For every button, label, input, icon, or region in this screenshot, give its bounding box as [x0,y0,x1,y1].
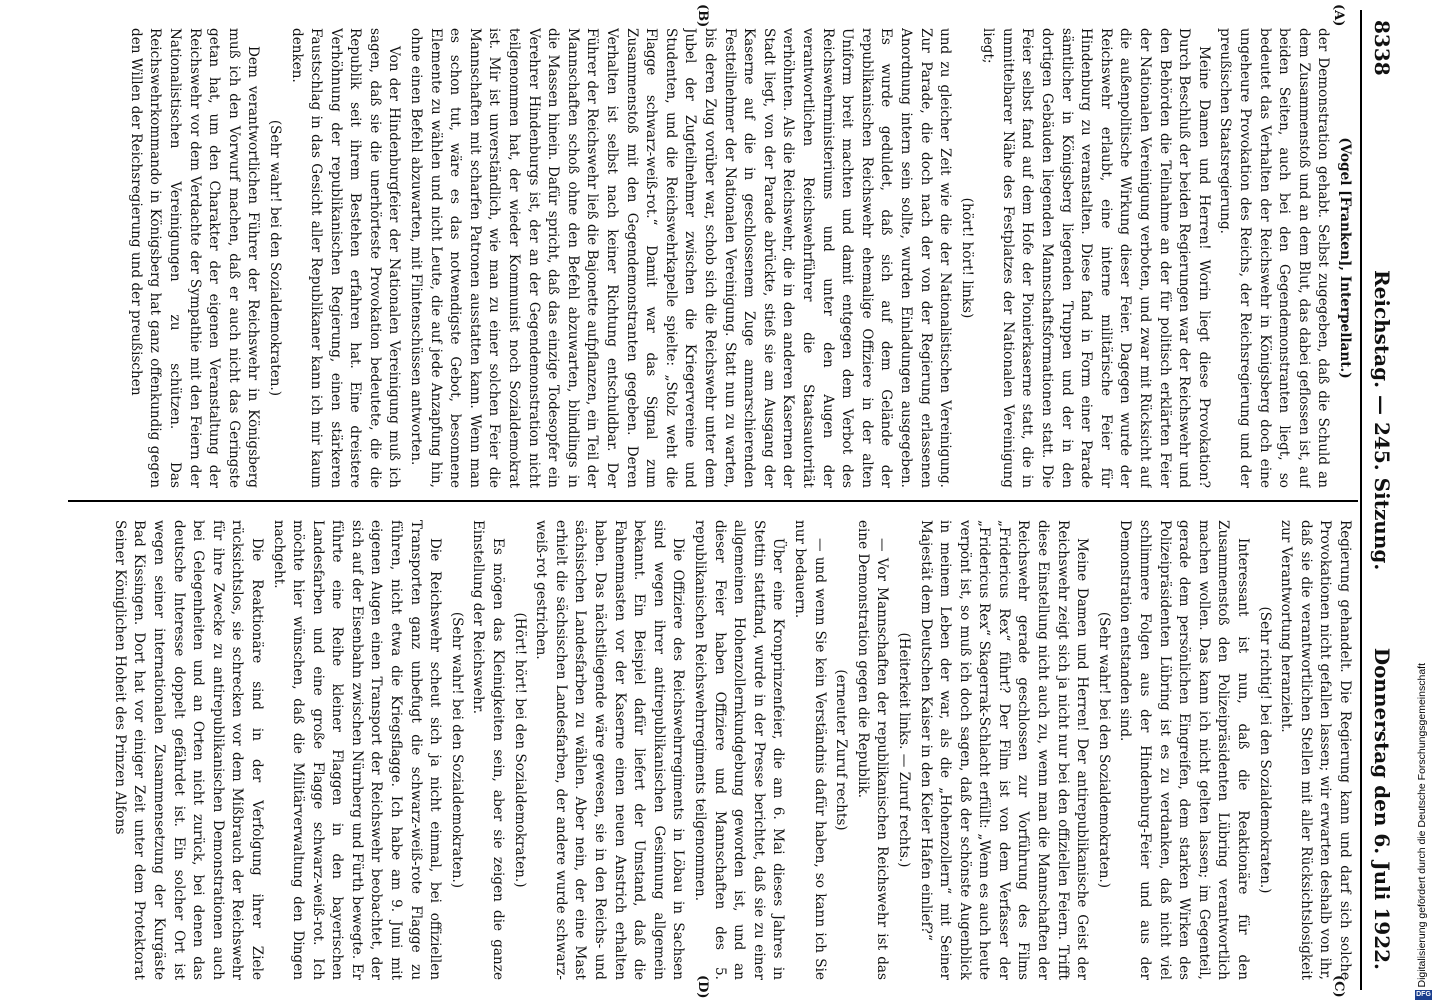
left-column [64,28,1354,488]
interjection: (Sehr richtig! bei den Sozialdemokraten.) [1256,606,1273,894]
interjection: (Hört! hört! bei den Sozialdemokraten.) [511,612,528,888]
paragraph: Regierung gehandelt. Die Regierung kann und darf sich solche Provokationen nicht gefallen lassen; wir erwarten deshalb von ihr, daß sie die verantwortlichen Stellen mit aller Rücksichtslosigkeit zur Verantwortung heranzieht. [1278,520,1353,980]
paragraph: — Vor Mannschaften der republikanischen Reichswehr ist das eine Demonstration gegen die Republik. [854,520,891,980]
paragraph: Dem verantwortlichen Führer der Reichswehr in Königsberg muß ich den Vorwurf machen, daß er auch nicht das Geringste getan hat, um den Charakter der eigenen Veranstaltung der Reichswehr vor dem Verdachte der Sympathie mit den Feiern der Nationalistischen Vereinigungen zu schützen. Das Reichswehrkommando in Königsberg hat ganz offenkundig gegen den Willen der Reichsregierung und der preußischen [127,28,262,488]
interjection: (Sehr wahr! bei den Sozialdemokraten.) [266,119,283,397]
paragraph: und zu gleicher Zeit wie die der Nationalistischen Vereinigung. Zur Parade, die doch nach der von der Regierung erlassenen Anordnung intern sein sollte, wurden Einladungen ausgegeben. Es wurde geduldet, daß sich auf dem Gelände der republikanischen Reichswehr ehemalige Offiziere in der alten Uniform breit machten und damit entgegen dem Verbot des Reichswehrministeriums und unter den Augen der verantwortlichen Reichswehrführer die Staatsautorität verhöhnten. Als die Reichswehr, die in den anderen Kasernen der Stadt liegt, von der Parade abrückte, stieß sie am Ausgang der Kaserne auf die in geschlossenem Zuge anmarschierenden Festteilnehmer der Nationalen Vereinigung. Statt nun zu warten, bis deren Zug vorüber war, schob sich die Reichswehr unter dem Jubel der Zugteilnehmer zwischen die Kriegervereine und Studenten, und die Reichswehrkapelle spielte: „Stolz weht die Flagge schwarz-weiß-rot.“ Damit war das Signal zum Zusammenstoß mit den Gegendemonstranten gegeben. Deren Verhalten ist selbst nach keiner Richtung entschuldbar. Der Führer der Reichswehr ließ die Bajonette aufpflanzen, ein Teil der Mannschaften schoß ohne den Befehl abzuwarten, blindlings in die Massen hinein. Dafür spricht, daß das einzige Todesopfer ein Verehrer Hindenburgs ist, der an der Gegendemonstration nicht teilgenommen hat, der wieder Kommunist noch Sozialdemokrat ist. Mir ist unverständlich, wie man zu einer solchen Feier die Mannschaften mit scharfen Patronen ausstatten kann. Wenn man es schon tut, wäre es das notwendigste Gebot, besonnene Elemente zu wählen und nicht Leute, die auf jede Anzapfung hin, ohne einen Befehl abzuwarten, mit Flintenschüssen antworten. [408,28,954,488]
right-column [64,520,1354,980]
paragraph: Die Reaktionäre sind in der Verfolgung ihrer Ziele rücksichtslos, sie schrecken vor dem Mißbrauch der Reichswehr für ihre Zwecke zu antirepublikanischen Demonstrationen auch bei Gelegenheiten und an Orten nicht zurück, bei denen das deutsche Interesse doppelt gefährdet ist. Ein solcher Ort ist wegen seiner internationalen Zusammensetzung der Kurgäste Bad Kissingen. Dort hat vor einiger Zeit unter dem Protektorat Seiner Königlichen Hoheit des Prinzen Alfons [111,520,265,980]
margin-marker-c: (C) [1331,975,1346,998]
interjection: (erneuter Zuruf rechts) [833,669,850,831]
running-header [1362,20,1402,970]
paragraph: Meine Damen und Herren! Worin liegt diese Provokation? Durch Beschluß der beiden Regierungen war der Reichswehr und den Behörden die Teilnahme an der für politisch erklärten Feier der Nationalen Vereinigung verboten, und zwar mit Rücksicht auf die außenpolitische Wirkung dieser Feier. Dagegen wurde der Reichswehr erlaubt, eine interne militärische Feier für Hindenburg zu veranstalten. Diese fand in Form einer Parade sämtlicher in Königsberg liegenden Truppen und der in den dortigen Gebäuden liegenden Mannschaftsformationen statt. Die Feier selbst fand auf dem Hofe der Pionierkaserne statt, die in unmittelbarer Nähe des Festplatzes der Nationalen Vereinigung liegt; [980,28,1212,488]
paragraph: der Demonstration gehabt. Selbst zugegeben, daß die Schuld an dem Zusammenstoß und an dem Blut, das dabei geflossen ist, auf beiden Seiten, auch bei den Gegendemonstranten liegt, so bedeutet das Verhalten der Reichswehr in Königsberg doch eine ungeheure Provokation des Reichs, der Reichsregierung und der preußischen Staatsregierung. [1217,28,1332,488]
paragraph: Die Reichswehr scheut sich ja nicht einmal, bei offiziellen Transporten ganz unbefugt die schwarz-weiß-rote Flagge zu führen, nicht etwa die Kriegsflagge. Ich habe am 9. Juni mit eigenen Augen einen Transport der Reichswehr beobachtet, der sich auf der Eisenbahn zwischen Nürnberg und Fürth bewegte. Er führte eine Reihe kleiner Flaggen in den bayerischen Landesfarben und eine große Flagge schwarz-weiß-rot. Ich möchte hier wünschen, daß die Militärverwaltung den Dingen nachgeht. [270,520,444,980]
interjection: (Sehr wahr! bei den Sozialdemokraten.) [1095,611,1112,889]
funding-note-text: Digitalisierung gefördert durch die Deutsche Forschungsgemeinschaft [1416,663,1428,988]
session-date: Donnerstag den 6. Juli 1922. [1370,647,1394,970]
paragraph: Über eine Kronprinzenfeier, die am 6. Mai dieses Jahres in Stettin stattfand, wurde in der Presse berichtet, daß sie zu einer allgemeinen Hohenzollernkundgebung geworden ist, und an dieser Feier haben Offiziere und Mannschaften des 5. republikanischen Reichswehrregiments teilgenommen. [692,520,787,980]
session-title: Reichstag. — 245. Sitzung. [1370,270,1394,571]
column-divider [68,500,1358,502]
margin-marker-a: (A) [1331,4,1346,27]
paragraph: Von der Hindenburgfeier der Nationalen Vereinigung muß ich sagen, daß sie die unerhörteste Provokation bedeutete, die die Republik seit ihrem Bestehen erfahren hat. Eine dreistere Verhöhnung der republikanischen Regierung, einen stärkeren Faustschlag in das Gesicht aller Republikaner kann ich mir kaum denken. [288,28,403,488]
paragraph: Interessant ist nun, daß die Reaktionäre für den Zusammenstoß den Polizeipräsidenten Lübring verantwortlich machen wollen. Das kann ich nicht gelten lassen; im Gegenteil, gerade dem persönlichen Eingreifen, dem starken Wirken des Polizeipräsidenten Lübring ist es zu verdanken, daß nicht viel schlimmere Folgen aus der Hindenburg-Feier und aus der Demonstration entstanden sind. [1117,520,1252,980]
paragraph: Es mögen das Kleinigkeiten sein, aber sie zeigen die ganze Einstellung der Reichswehr. [470,520,507,980]
paragraph: — und wenn Sie kein Verständnis dafür haben, so kann ich Sie nur bedauern. [791,520,828,980]
funding-note [1413,0,1434,1000]
paragraph: Die Offiziere des Reichswehrregiments in Löbau in Sachsen sind wegen ihrer antirepublikanischen Gesinnung allgemein bekannt. Ein Beispiel dafür liefert der Umstand, daß die Fahnenmasten vor der Kaserne einen neuen Anstrich erhalten haben. Das nächstliegende wäre gewesen, sie in den Reichs- und sächsischen Landesfarben zu wählen. Aber nein, der eine Mast erhielt die sächsischen Landesfarben, der andere wurde schwarz-weiß-rot gestrichen. [533,520,687,980]
interjection: (Sehr wahr! bei den Sozialdemokraten.) [448,611,465,889]
interjection: (hört! hört! links) [958,197,975,319]
paragraph: Meine Damen und Herren! Der antirepublikanische Geist der Reichswehr zeigt sich ja nicht nur bei den offiziellen Feiern. Trifft diese Einstellung nicht auch zu, wenn man die Mannschaften der Reichswehr gerade geschlossen zur Vorführung des Films „Fridericus Rex“ führt? Der Film ist von dem Verfasser der „Fridericus Rex“ Skagerrak-Schlacht erfüllt: „Wenn es auch heute verpönt ist, so muß ich doch sagen, daß der schönste Augenblick in meinem Leben der war, als die „Hohenzollern“ mit Seiner Majestät dem Deutschen Kaiser in den Kieler Hafen einlief?“ [917,520,1091,980]
interjection: (Heiterkeit links. — Zuruf rechts.) [895,632,912,868]
dfg-logo: DFG [1416,991,1431,998]
margin-marker-d: (D) [695,975,710,999]
header-rule [1360,10,1362,990]
page-number: 8338 [1370,20,1394,76]
margin-marker-b: (B) [695,4,710,28]
speaker-line: (Vogel [Franken], Interpellant.) [1337,137,1353,379]
